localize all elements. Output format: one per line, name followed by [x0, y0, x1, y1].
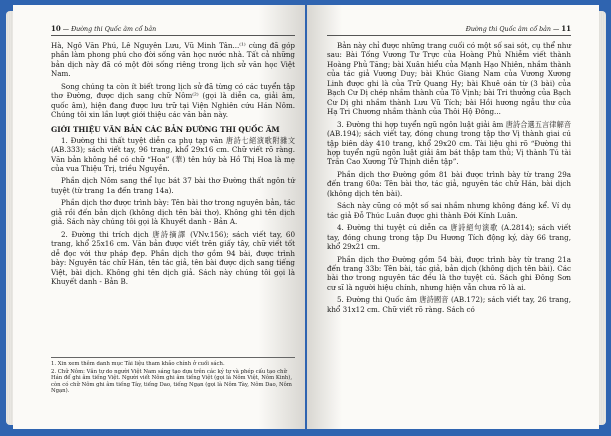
left-page-number: 10 — [51, 24, 61, 33]
entry-paragraph: 3. Đường thi hợp tuyển ngũ ngôn luật giải âm 唐詩合選五言律解音 (AB.194); sách viết tay, đóng chung trong tập thơ Vị thành giai cú tập biên dày 410 trang, khổ 29x20 cm. Tài liệu ghi rõ “Đường thi hợp tuyển ngũ ngôn luật giải âm bát thập tam thủ; Vị thành Tú tài Trần Cao Xương Tử Thịnh diễn tập”. — [327, 119, 571, 167]
footnote: 1. Xin xem thêm danh mục Tài liệu tham khảo chính ở cuối sách. — [51, 361, 225, 367]
entry-paragraph: 5. Đường thi Quốc âm 唐詩國音 (AB.172); sách viết tay, 26 trang, khổ 31x12 cm. Chữ viết rõ ràng. Sách có — [327, 295, 571, 314]
paragraph: Bản này chỉ được những trang cuối có một số sai sót, cụ thể như sau: Bài Tống Vương Tư Trực của Hoàng Phủ Nhiễm viết thành Hoàng Phủ Tăng; bài Xuân hiểu của Mạnh Hạo Nhiên, nhầm thành của tác giả Vương Duy; bài Khúc Giang Nam của Vương Xương Linh được ghi là của Trữ Quang Hy; bài Khuê oán từ (3 bài) của Bạch Cư Dị chép nhầm thành của Tô Vịnh; bài Tri thưởng của Bạch Cư Dị ghi nhầm thành Lưu Vũ Tích; bài Hồi hương ngẫu thư của Hạ Tri Chương nhầm thành của Thôi Hộ Đông... — [327, 41, 571, 117]
left-page — [13, 5, 305, 429]
right-page-body — [327, 41, 571, 314]
open-book — [6, 5, 606, 431]
entry-paragraph: Phần dịch Nôm sang thể lục bát 37 bài thơ Đường thất ngôn tứ tuyệt (từ trang 1a đến trang 14a). — [51, 176, 295, 195]
book-page-edges-right — [598, 11, 606, 425]
entry-paragraph: 2. Đường thi trích dịch 唐詩摘譯 (VNv.156); sách viết tay, 60 trang, khổ 25x16 cm. Văn bản được viết trên giấy tây, chữ viết tốt dễ đọc với thư pháp đẹp. Phần dịch thơ gồm 94 bài, được trình bày: Nguyên tác chữ Hán, tên tác giả, tên bài được dịch sang tiếng Việt, bài dịch. Không ghi tên dịch giả. Sách này chúng tôi gọi là Khuyết danh - Bản B. — [51, 229, 295, 286]
paragraph: Hà, Ngô Văn Phú, Lê Nguyên Lưu, Vũ Minh Tân...⁽¹⁾ cùng đã góp phần làm phong phú cho đời sống văn học nước nhà. Tất cả những bản dịch này đã có một đời sống riêng trong lịch sử văn học Việt Nam. — [51, 41, 295, 79]
entry-paragraph: 1. Đường thi thất tuyệt diễn ca phụ tạp văn 唐詩七絕演歌附雜文 (AB.333); sách viết tay, 96 trang, khổ 29x16 cm. Chữ viết rõ ràng. Văn bản không hề có chữ “Hoa” (華) tên húy bà Hồ Thị Hoa là mẹ của vua Thiệu Trị, triều Nguyễn. — [51, 135, 295, 173]
entry-paragraph: Sách này cũng có một số sai nhầm nhưng không đáng kể. Ví dụ tác giả Đỗ Thúc Luân được ghi thành Đới Kính Luân. — [327, 201, 571, 220]
section-heading: GIỚI THIỆU VĂN BẢN CÁC BẢN ĐƯỜNG THI QUỐC ÂM — [51, 124, 280, 134]
right-running-title: Đường thi Quốc âm cổ bản — [465, 26, 551, 33]
left-running-title: Đường thi Quốc âm cổ bản — [71, 26, 157, 33]
footnotes — [51, 357, 295, 396]
entry-paragraph: Phần dịch thơ được trình bày: Tên bài thơ trong nguyên bản, tác giả rồi đến bản dịch (không dịch tên bài thơ). Không ghi tên dịch giả. Sách này chúng tôi gọi là Khuyết danh - Bản A. — [51, 198, 295, 227]
right-page-number: 11 — [561, 24, 571, 33]
entry-paragraph: Phần dịch thơ Đường gồm 54 bài, được trình bày từ trang 21a đến trang 33b: Tên bài, tác giả, bản dịch (không dịch tên bài). Các bài thơ trong nguyên tác đều là thơ tuyệt cú. Sách ghi Đông Sơn cư sĩ là người hiệu chính, nhưng hiện vẫn chưa rõ là ai. — [327, 254, 571, 292]
left-running-head: 10 — Đường thi Quốc âm cổ bản — [51, 24, 295, 36]
entry-paragraph: Phần dịch thơ Đường gồm 81 bài được trình bày từ trang 29a đến trang 60a: Tên bài thơ, tác giả, nguyên tác chữ Hán, bài dịch (không dịch tên bài). — [327, 169, 571, 198]
right-running-head: Đường thi Quốc âm cổ bản — 11 — [327, 24, 571, 36]
footnote: 2. Chữ Nôm: Văn tự do người Việt Nam sáng tạo dựa trên các ký tự và phép cấu tạo chữ Hán để ghi âm tiếng Việt. Người viết Nôm ghi âm tiếng Việt (gọi là Nôm Việt, Nôm Kinh), còn có chữ Nôm ghi âm tiếng Tày, tiếng Dao, tiếng Ngạn (gọi là Nôm Tày, Nôm Dao, Nôm Ngạn). — [51, 368, 293, 394]
left-page-body — [51, 41, 295, 286]
right-page — [307, 5, 599, 429]
entry-paragraph: 4. Đường thi tuyệt cú diễn ca 唐詩絕句演歌 (A.2814); sách viết tay, đóng chung trong tập Du Hương Tích động ký, dày 66 trang, khổ 29x21 cm. — [327, 223, 571, 252]
paragraph: Song chúng ta còn ít biết trong lịch sử đã từng có các tuyển tập thơ Đường, được dịch sang chữ Nôm⁽²⁾ (gọi là diễn ca, giải âm, quốc âm), hiện đang được lưu trữ tại Viện Nghiên cứu Hán Nôm. Chúng tôi xin lần lượt giới thiệu các văn bản này. — [51, 81, 295, 120]
